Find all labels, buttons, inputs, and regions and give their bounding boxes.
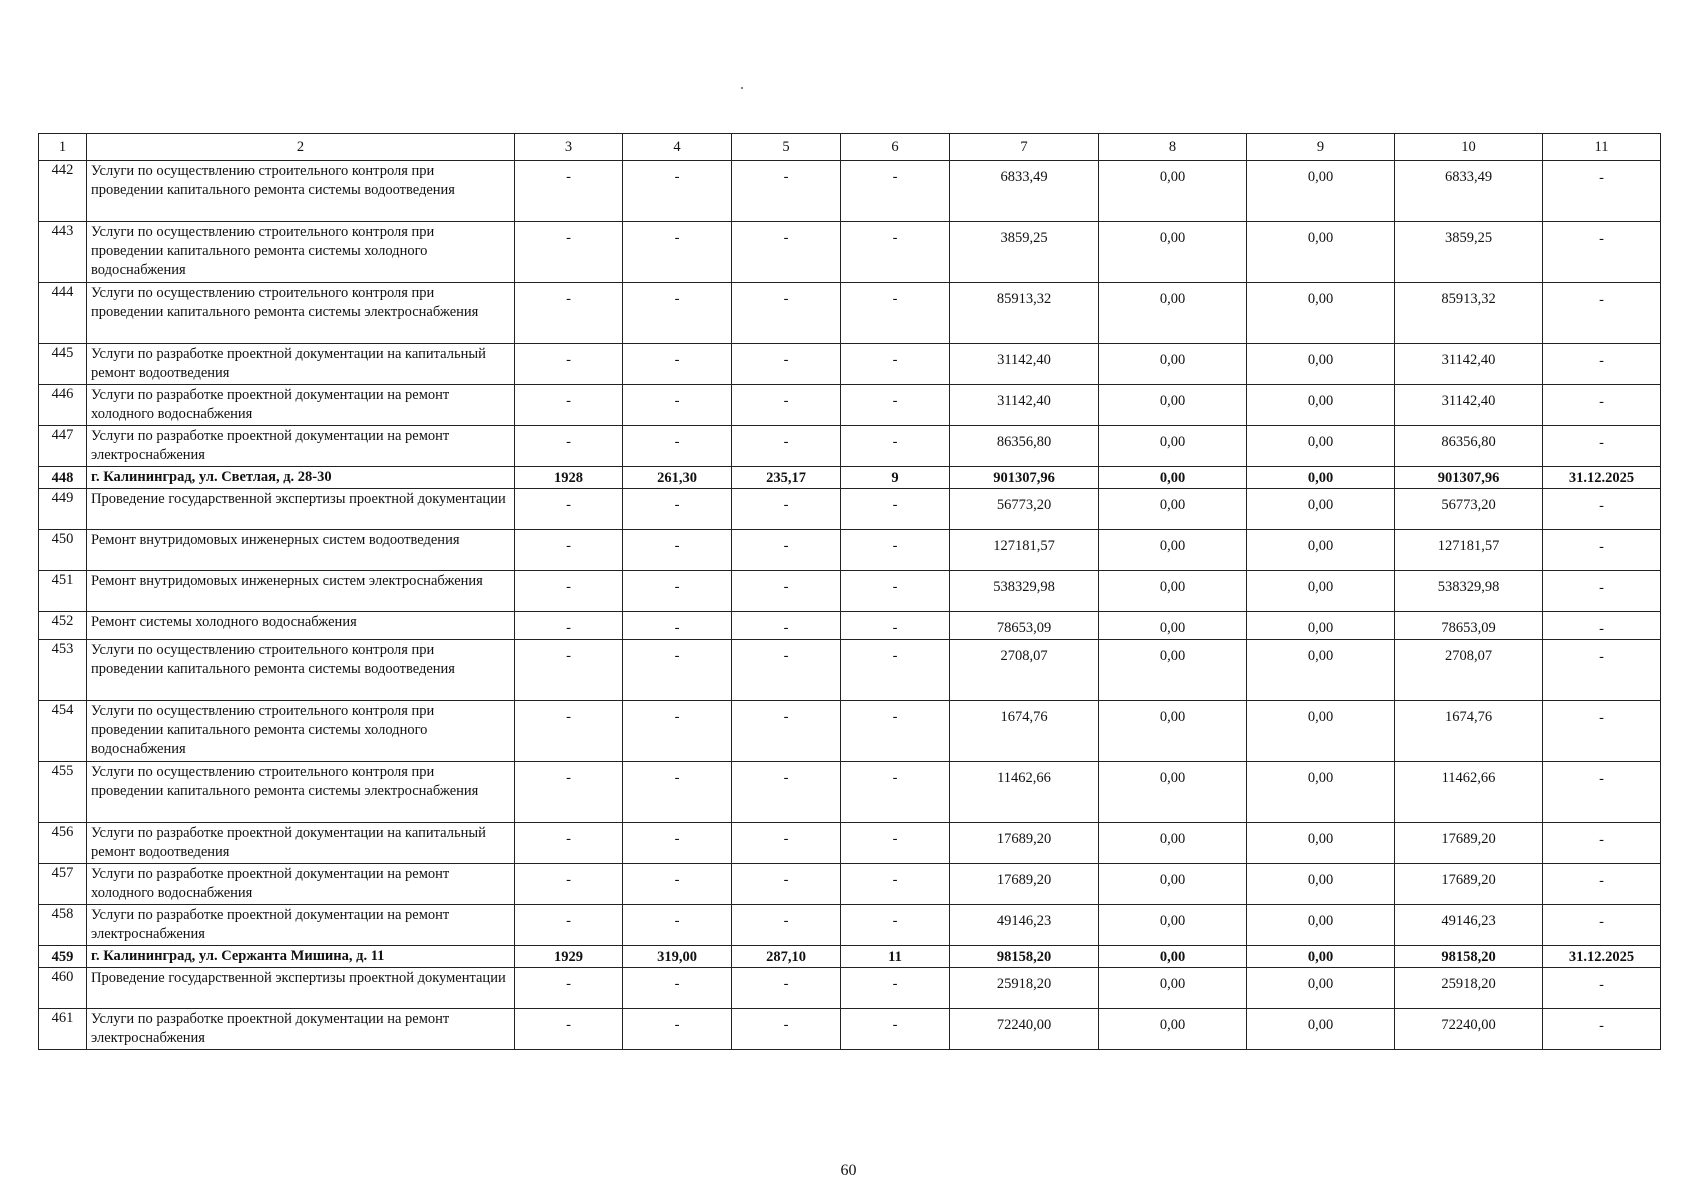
fund-cost-cell: 0,00 [1099,530,1247,571]
owners-cost-cell: 98158,20 [1395,946,1543,968]
completion-date-cell: - [1543,1009,1661,1050]
owners-cost-cell: 11462,66 [1395,762,1543,823]
residents-cell: - [841,701,950,762]
living-area-cell: - [732,612,841,640]
work-name-cell: Услуги по разработке проектной документации на ремонт электроснабжения [87,1009,515,1050]
total-cost-cell: 31142,40 [950,344,1099,385]
residents-cell: - [841,1009,950,1050]
work-name-cell: Ремонт системы холодного водоснабжения [87,612,515,640]
residents-cell: - [841,905,950,946]
address-row [39,946,1661,968]
table-row [39,283,1661,344]
build-year-cell: - [515,222,623,283]
owners-cost-cell: 17689,20 [1395,864,1543,905]
budget-cost-cell: 0,00 [1247,762,1395,823]
build-year-cell: - [515,905,623,946]
owners-cost-cell: 31142,40 [1395,344,1543,385]
fund-cost-cell: 0,00 [1099,905,1247,946]
fund-cost-cell: 0,00 [1099,344,1247,385]
build-year-cell: - [515,968,623,1009]
owners-cost-cell: 3859,25 [1395,222,1543,283]
fund-cost-cell: 0,00 [1099,823,1247,864]
fund-cost-cell: 0,00 [1099,283,1247,344]
living-area-cell: 235,17 [732,467,841,489]
row-number-cell: 447 [39,426,87,467]
living-area-cell: - [732,489,841,530]
work-name-cell: г. Калининград, ул. Сержанта Мишина, д. 11 [87,946,515,968]
living-area-cell: - [732,968,841,1009]
total-cost-cell: 98158,20 [950,946,1099,968]
column-number-5: 5 [732,134,841,161]
build-year-cell: - [515,530,623,571]
budget-cost-cell: 0,00 [1247,701,1395,762]
total-cost-cell: 6833,49 [950,161,1099,222]
row-number-cell: 445 [39,344,87,385]
fund-cost-cell: 0,00 [1099,864,1247,905]
column-number-10: 10 [1395,134,1543,161]
total-cost-cell: 538329,98 [950,571,1099,612]
work-name-cell: Услуги по разработке проектной документации на капитальный ремонт водоотведения [87,823,515,864]
fund-cost-cell: 0,00 [1099,701,1247,762]
living-area-cell: - [732,344,841,385]
budget-cost-cell: 0,00 [1247,344,1395,385]
owners-cost-cell: 538329,98 [1395,571,1543,612]
row-number-cell: 461 [39,1009,87,1050]
living-area-cell: - [732,222,841,283]
owners-cost-cell: 31142,40 [1395,385,1543,426]
fund-cost-cell: 0,00 [1099,762,1247,823]
table-row [39,905,1661,946]
row-number-cell: 457 [39,864,87,905]
living-area-cell: - [732,283,841,344]
table-row [39,701,1661,762]
owners-cost-cell: 17689,20 [1395,823,1543,864]
total-cost-cell: 31142,40 [950,385,1099,426]
residents-cell: - [841,283,950,344]
total-cost-cell: 17689,20 [950,823,1099,864]
row-number-cell: 454 [39,701,87,762]
build-year-cell: - [515,762,623,823]
work-name-cell: Ремонт внутридомовых инженерных систем электроснабжения [87,571,515,612]
build-year-cell: - [515,161,623,222]
residents-cell: - [841,530,950,571]
residents-cell: - [841,640,950,701]
residents-cell: - [841,823,950,864]
fund-cost-cell: 0,00 [1099,571,1247,612]
budget-cost-cell: 0,00 [1247,467,1395,489]
living-area-cell: - [732,426,841,467]
column-number-1: 1 [39,134,87,161]
scan-speck [741,87,743,89]
fund-cost-cell: 0,00 [1099,968,1247,1009]
residents-cell: 9 [841,467,950,489]
total-cost-cell: 127181,57 [950,530,1099,571]
living-area-cell: - [732,864,841,905]
living-area-cell: 287,10 [732,946,841,968]
completion-date-cell: - [1543,612,1661,640]
work-name-cell: Ремонт внутридомовых инженерных систем водоотведения [87,530,515,571]
table-row [39,640,1661,701]
row-number-cell: 460 [39,968,87,1009]
owners-cost-cell: 127181,57 [1395,530,1543,571]
work-name-cell: Услуги по осуществлению строительного контроля при проведении капитального ремонта системы электроснабжения [87,283,515,344]
table-row [39,823,1661,864]
total-area-cell: - [623,612,732,640]
total-area-cell: 319,00 [623,946,732,968]
total-cost-cell: 11462,66 [950,762,1099,823]
fund-cost-cell: 0,00 [1099,467,1247,489]
column-number-7: 7 [950,134,1099,161]
table-row [39,864,1661,905]
column-number-2: 2 [87,134,515,161]
work-name-cell: Услуги по осуществлению строительного контроля при проведении капитального ремонта системы водоотведения [87,640,515,701]
build-year-cell: 1929 [515,946,623,968]
living-area-cell: - [732,385,841,426]
completion-date-cell: - [1543,344,1661,385]
work-name-cell: Услуги по разработке проектной документации на ремонт электроснабжения [87,905,515,946]
residents-cell: - [841,612,950,640]
residents-cell: - [841,161,950,222]
completion-date-cell: - [1543,762,1661,823]
living-area-cell: - [732,530,841,571]
row-number-cell: 458 [39,905,87,946]
total-area-cell: - [623,1009,732,1050]
owners-cost-cell: 6833,49 [1395,161,1543,222]
completion-date-cell: 31.12.2025 [1543,946,1661,968]
build-year-cell: - [515,864,623,905]
column-number-9: 9 [1247,134,1395,161]
work-name-cell: Услуги по разработке проектной документации на ремонт холодного водоснабжения [87,385,515,426]
budget-cost-cell: 0,00 [1247,946,1395,968]
owners-cost-cell: 56773,20 [1395,489,1543,530]
budget-cost-cell: 0,00 [1247,823,1395,864]
completion-date-cell: - [1543,823,1661,864]
completion-date-cell: - [1543,701,1661,762]
budget-cost-cell: 0,00 [1247,1009,1395,1050]
residents-cell: - [841,426,950,467]
column-number-8: 8 [1099,134,1247,161]
table-row [39,489,1661,530]
build-year-cell: - [515,344,623,385]
build-year-cell: - [515,612,623,640]
total-area-cell: - [623,283,732,344]
build-year-cell: - [515,426,623,467]
build-year-cell: 1928 [515,467,623,489]
total-cost-cell: 49146,23 [950,905,1099,946]
budget-cost-cell: 0,00 [1247,161,1395,222]
table-row [39,571,1661,612]
fund-cost-cell: 0,00 [1099,612,1247,640]
table-row [39,222,1661,283]
budget-cost-cell: 0,00 [1247,426,1395,467]
total-cost-cell: 17689,20 [950,864,1099,905]
living-area-cell: - [732,701,841,762]
row-number-cell: 452 [39,612,87,640]
total-area-cell: - [623,161,732,222]
budget-cost-cell: 0,00 [1247,385,1395,426]
owners-cost-cell: 49146,23 [1395,905,1543,946]
total-area-cell: - [623,426,732,467]
work-name-cell: Услуги по осуществлению строительного контроля при проведении капитального ремонта системы холодного водоснабжения [87,701,515,762]
work-name-cell: Проведение государственной экспертизы проектной документации [87,489,515,530]
completion-date-cell: - [1543,864,1661,905]
build-year-cell: - [515,823,623,864]
budget-cost-cell: 0,00 [1247,222,1395,283]
total-cost-cell: 25918,20 [950,968,1099,1009]
completion-date-cell: - [1543,283,1661,344]
budget-cost-cell: 0,00 [1247,571,1395,612]
row-number-cell: 456 [39,823,87,864]
residents-cell: - [841,762,950,823]
budget-cost-cell: 0,00 [1247,864,1395,905]
total-cost-cell: 86356,80 [950,426,1099,467]
owners-cost-cell: 1674,76 [1395,701,1543,762]
completion-date-cell: - [1543,571,1661,612]
table-row [39,385,1661,426]
work-name-cell: г. Калининград, ул. Светлая, д. 28-30 [87,467,515,489]
work-name-cell: Услуги по осуществлению строительного контроля при проведении капитального ремонта системы водоотведения [87,161,515,222]
living-area-cell: - [732,905,841,946]
total-area-cell: - [623,968,732,1009]
table-row [39,612,1661,640]
build-year-cell: - [515,701,623,762]
completion-date-cell: - [1543,530,1661,571]
budget-cost-cell: 0,00 [1247,489,1395,530]
build-year-cell: - [515,385,623,426]
owners-cost-cell: 901307,96 [1395,467,1543,489]
residents-cell: 11 [841,946,950,968]
owners-cost-cell: 78653,09 [1395,612,1543,640]
fund-cost-cell: 0,00 [1099,385,1247,426]
column-number-6: 6 [841,134,950,161]
total-cost-cell: 901307,96 [950,467,1099,489]
fund-cost-cell: 0,00 [1099,222,1247,283]
budget-cost-cell: 0,00 [1247,905,1395,946]
residents-cell: - [841,222,950,283]
residents-cell: - [841,385,950,426]
build-year-cell: - [515,1009,623,1050]
total-area-cell: - [623,640,732,701]
total-area-cell: - [623,385,732,426]
living-area-cell: - [732,640,841,701]
residents-cell: - [841,489,950,530]
row-number-cell: 455 [39,762,87,823]
total-area-cell: - [623,571,732,612]
fund-cost-cell: 0,00 [1099,1009,1247,1050]
residents-cell: - [841,571,950,612]
budget-cost-cell: 0,00 [1247,612,1395,640]
build-year-cell: - [515,283,623,344]
column-number-4: 4 [623,134,732,161]
table-row [39,530,1661,571]
column-number-3: 3 [515,134,623,161]
work-name-cell: Услуги по осуществлению строительного контроля при проведении капитального ремонта системы электроснабжения [87,762,515,823]
total-cost-cell: 3859,25 [950,222,1099,283]
column-number-row [39,134,1661,161]
fund-cost-cell: 0,00 [1099,640,1247,701]
total-cost-cell: 78653,09 [950,612,1099,640]
fund-cost-cell: 0,00 [1099,426,1247,467]
row-number-cell: 453 [39,640,87,701]
fund-cost-cell: 0,00 [1099,161,1247,222]
row-number-cell: 442 [39,161,87,222]
living-area-cell: - [732,161,841,222]
build-year-cell: - [515,489,623,530]
page-number: 60 [840,1162,857,1179]
completion-date-cell: - [1543,640,1661,701]
completion-date-cell: - [1543,222,1661,283]
owners-cost-cell: 85913,32 [1395,283,1543,344]
works-table [38,133,1661,1050]
total-area-cell: - [623,344,732,385]
table-row [39,161,1661,222]
owners-cost-cell: 86356,80 [1395,426,1543,467]
work-name-cell: Проведение государственной экспертизы проектной документации [87,968,515,1009]
completion-date-cell: - [1543,905,1661,946]
work-name-cell: Услуги по разработке проектной документации на ремонт холодного водоснабжения [87,864,515,905]
build-year-cell: - [515,571,623,612]
total-cost-cell: 2708,07 [950,640,1099,701]
living-area-cell: - [732,571,841,612]
owners-cost-cell: 2708,07 [1395,640,1543,701]
living-area-cell: - [732,1009,841,1050]
build-year-cell: - [515,640,623,701]
total-area-cell: - [623,905,732,946]
row-number-cell: 459 [39,946,87,968]
row-number-cell: 446 [39,385,87,426]
living-area-cell: - [732,823,841,864]
completion-date-cell: - [1543,161,1661,222]
fund-cost-cell: 0,00 [1099,489,1247,530]
row-number-cell: 449 [39,489,87,530]
row-number-cell: 450 [39,530,87,571]
total-area-cell: - [623,489,732,530]
total-area-cell: - [623,864,732,905]
total-area-cell: - [623,762,732,823]
total-area-cell: - [623,701,732,762]
completion-date-cell: 31.12.2025 [1543,467,1661,489]
total-cost-cell: 85913,32 [950,283,1099,344]
table-row [39,344,1661,385]
row-number-cell: 451 [39,571,87,612]
row-number-cell: 444 [39,283,87,344]
total-cost-cell: 56773,20 [950,489,1099,530]
completion-date-cell: - [1543,385,1661,426]
budget-cost-cell: 0,00 [1247,530,1395,571]
budget-cost-cell: 0,00 [1247,283,1395,344]
total-area-cell: - [623,823,732,864]
total-cost-cell: 1674,76 [950,701,1099,762]
table-row [39,762,1661,823]
owners-cost-cell: 25918,20 [1395,968,1543,1009]
work-name-cell: Услуги по разработке проектной документации на капитальный ремонт водоотведения [87,344,515,385]
budget-cost-cell: 0,00 [1247,968,1395,1009]
completion-date-cell: - [1543,968,1661,1009]
fund-cost-cell: 0,00 [1099,946,1247,968]
row-number-cell: 443 [39,222,87,283]
total-cost-cell: 72240,00 [950,1009,1099,1050]
total-area-cell: - [623,530,732,571]
residents-cell: - [841,864,950,905]
work-name-cell: Услуги по осуществлению строительного контроля при проведении капитального ремонта системы холодного водоснабжения [87,222,515,283]
completion-date-cell: - [1543,489,1661,530]
budget-cost-cell: 0,00 [1247,640,1395,701]
column-number-11: 11 [1543,134,1661,161]
table-row [39,426,1661,467]
residents-cell: - [841,968,950,1009]
work-name-cell: Услуги по разработке проектной документации на ремонт электроснабжения [87,426,515,467]
residents-cell: - [841,344,950,385]
owners-cost-cell: 72240,00 [1395,1009,1543,1050]
table-row [39,968,1661,1009]
completion-date-cell: - [1543,426,1661,467]
address-row [39,467,1661,489]
living-area-cell: - [732,762,841,823]
row-number-cell: 448 [39,467,87,489]
total-area-cell: 261,30 [623,467,732,489]
table-row [39,1009,1661,1050]
total-area-cell: - [623,222,732,283]
